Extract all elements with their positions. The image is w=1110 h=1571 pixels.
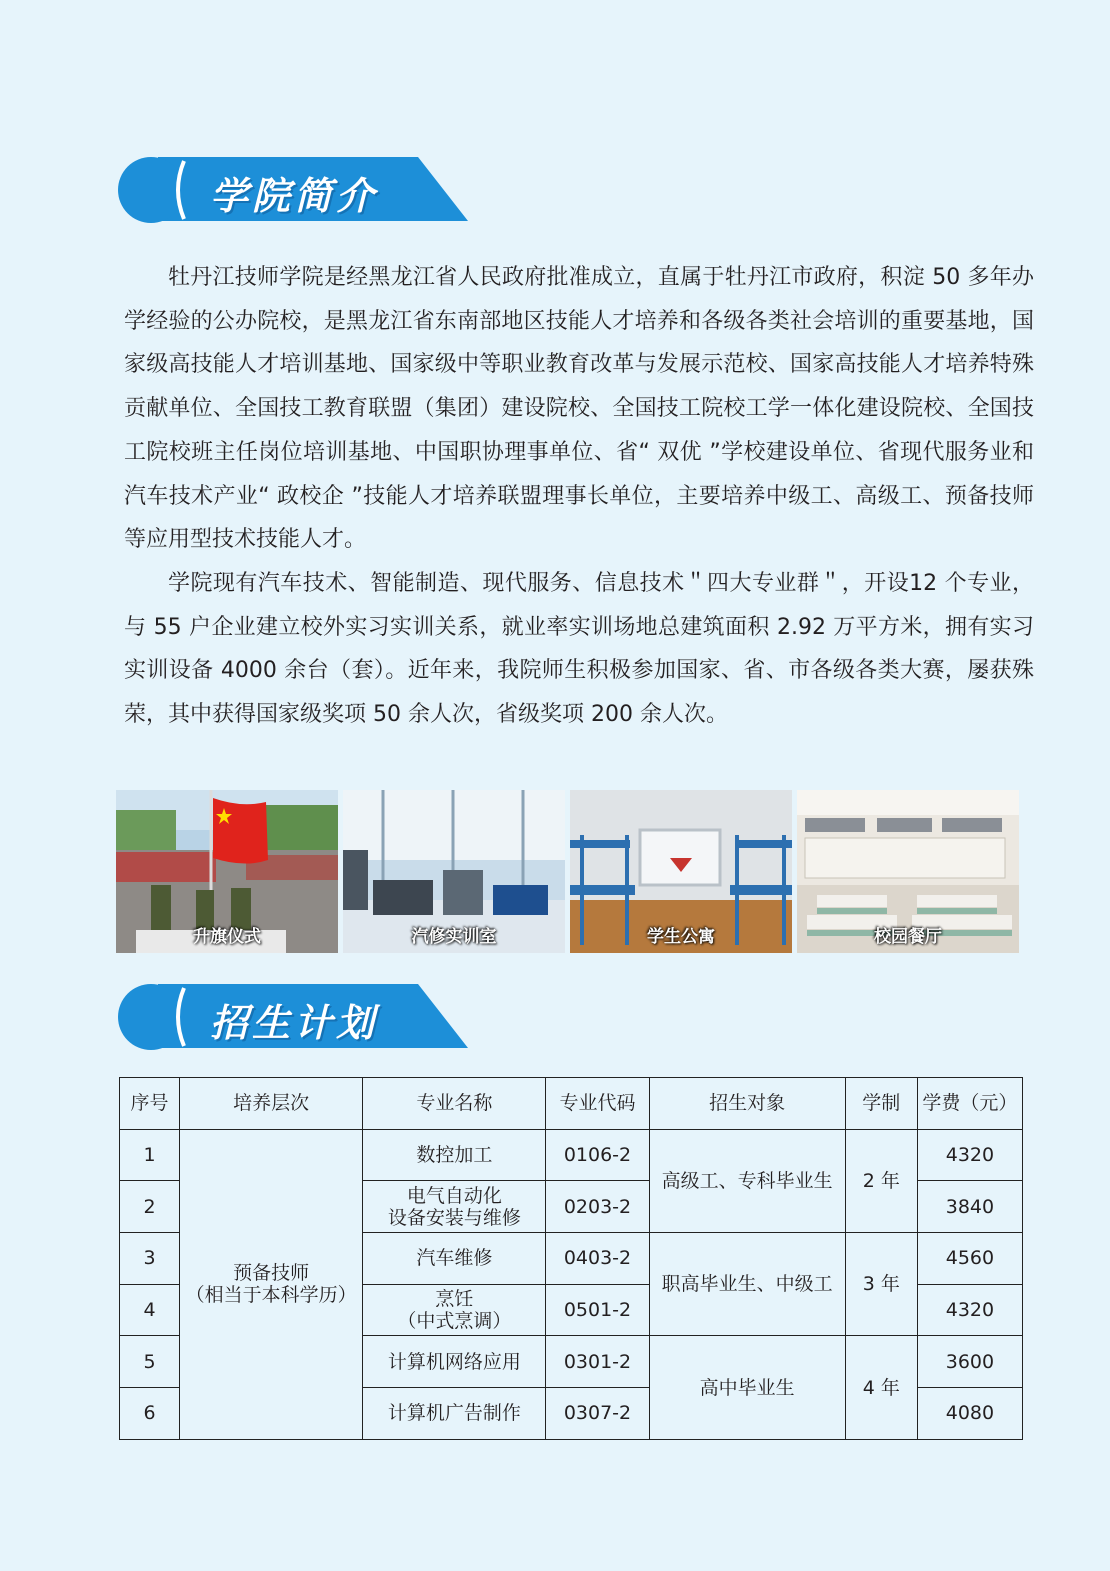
row-number: 6 xyxy=(120,1388,180,1440)
duration-cell: 2 年 xyxy=(845,1129,917,1232)
training-level: 预备技师 xyxy=(233,1262,310,1285)
photo-caption-canteen: 校园餐厅 xyxy=(874,927,942,947)
major-name: 数控加工 xyxy=(363,1129,546,1181)
target-cell: 高中毕业生 xyxy=(649,1336,845,1439)
header-cell: 专业代码 xyxy=(546,1078,649,1130)
major-code: 0501-2 xyxy=(546,1284,649,1336)
header-cell: 学制 xyxy=(845,1078,917,1130)
intro-text xyxy=(124,256,1034,737)
major-code: 0307-2 xyxy=(546,1388,649,1440)
table-row xyxy=(120,1129,1023,1181)
tuition-fee: 4080 xyxy=(917,1388,1022,1440)
major-name: 计算机广告制作 xyxy=(363,1388,546,1440)
major-name: 计算机网络应用 xyxy=(363,1336,546,1388)
tuition-fee: 4320 xyxy=(917,1129,1022,1181)
tuition-fee: 3600 xyxy=(917,1336,1022,1388)
major-code: 0203-2 xyxy=(546,1181,649,1233)
tuition-fee: 3840 xyxy=(917,1181,1022,1233)
header-cell: 序号 xyxy=(120,1078,180,1130)
intro-paragraph-1: 牡丹江技师学院是经黑龙江省人民政府批准成立，直属于牡丹江市政府，积淀 50 多年办学经验的公办院校，是黑龙江省东南部地区技能人才培养和各级各类社会培训的重要基地，国家级高技能人才培训基地、国家级中等职业教育改革与发展示范校、国家高技能人才培养特殊贡献单位、全国技工教育联盟（集团）建设院校、全国技工院校工学一体化建设院校、全国技工院校班主任岗位培训基地、中国职协理事单位、省“ 双优 ”学校建设单位、省现代服务业和汽车技术产业“ 政校企 ”技能人才培养联盟理事长单位，主要培养中级工、高级工、预备技师等应用型技术技能人才。 xyxy=(124,265,1034,553)
intro-paragraph-2: 学院现有汽车技术、智能制造、现代服务、信息技术＂四大专业群＂，开设12 个专业，与 55 户企业建立校外实习实训关系，就业率实训场地总建筑面积 2.92 万平方米，拥有实习实训设备 4000 余台（套）。近年来，我院师生积极参加国家、省、市各级各类大赛，屡获殊荣，其中获得国家级奖项 50 余人次，省级奖项 200 余人次。 xyxy=(124,570,1034,728)
duration-cell: 3 年 xyxy=(845,1233,917,1336)
major-name-line2: 设备安装与维修 xyxy=(387,1206,521,1229)
header-cell: 专业名称 xyxy=(363,1078,546,1130)
header-cell: 招生对象 xyxy=(649,1078,845,1130)
row-number: 2 xyxy=(120,1181,180,1233)
section-title-enrollment: 招生计划 xyxy=(210,1001,379,1045)
section-title-intro: 学院简介 xyxy=(210,174,379,218)
training-level-note: （相当于本科学历） xyxy=(185,1284,357,1307)
major-code: 0403-2 xyxy=(546,1233,649,1285)
photo-caption-flag-ceremony: 升旗仪式 xyxy=(193,927,261,947)
duration-cell: 4 年 xyxy=(845,1336,917,1439)
major-name: 汽车维修 xyxy=(363,1233,546,1285)
major-name xyxy=(363,1181,546,1233)
row-number: 5 xyxy=(120,1336,180,1388)
header-cell: 培养层次 xyxy=(180,1078,363,1130)
target-cell: 高级工、专科毕业生 xyxy=(649,1129,845,1232)
tuition-fee: 4320 xyxy=(917,1284,1022,1336)
target-cell: 职高毕业生、中级工 xyxy=(649,1233,845,1336)
photo-caption-auto-lab: 汽修实训室 xyxy=(411,927,497,947)
major-code: 0106-2 xyxy=(546,1129,649,1181)
section-header-intro xyxy=(118,157,478,223)
photo-flag-ceremony xyxy=(116,790,338,953)
tuition-fee: 4560 xyxy=(917,1233,1022,1285)
major-name xyxy=(363,1284,546,1336)
major-name-line1: 电气自动化 xyxy=(406,1184,502,1207)
major-name-line2: （中式烹调） xyxy=(397,1310,512,1333)
photo-caption-dormitory: 学生公寓 xyxy=(647,927,715,947)
section-header-enrollment xyxy=(118,984,478,1050)
training-level-cell xyxy=(180,1129,363,1439)
photo-dormitory xyxy=(570,790,792,953)
photo-canteen xyxy=(797,790,1019,953)
enrollment-table xyxy=(119,1077,1023,1440)
photo-strip xyxy=(116,790,1018,953)
table-header-row xyxy=(120,1078,1023,1130)
major-name-line1: 烹饪 xyxy=(435,1288,474,1311)
photo-auto-lab xyxy=(343,790,565,953)
header-cell: 学费（元） xyxy=(917,1078,1022,1130)
row-number: 1 xyxy=(120,1129,180,1181)
major-code: 0301-2 xyxy=(546,1336,649,1388)
row-number: 3 xyxy=(120,1233,180,1285)
row-number: 4 xyxy=(120,1284,180,1336)
